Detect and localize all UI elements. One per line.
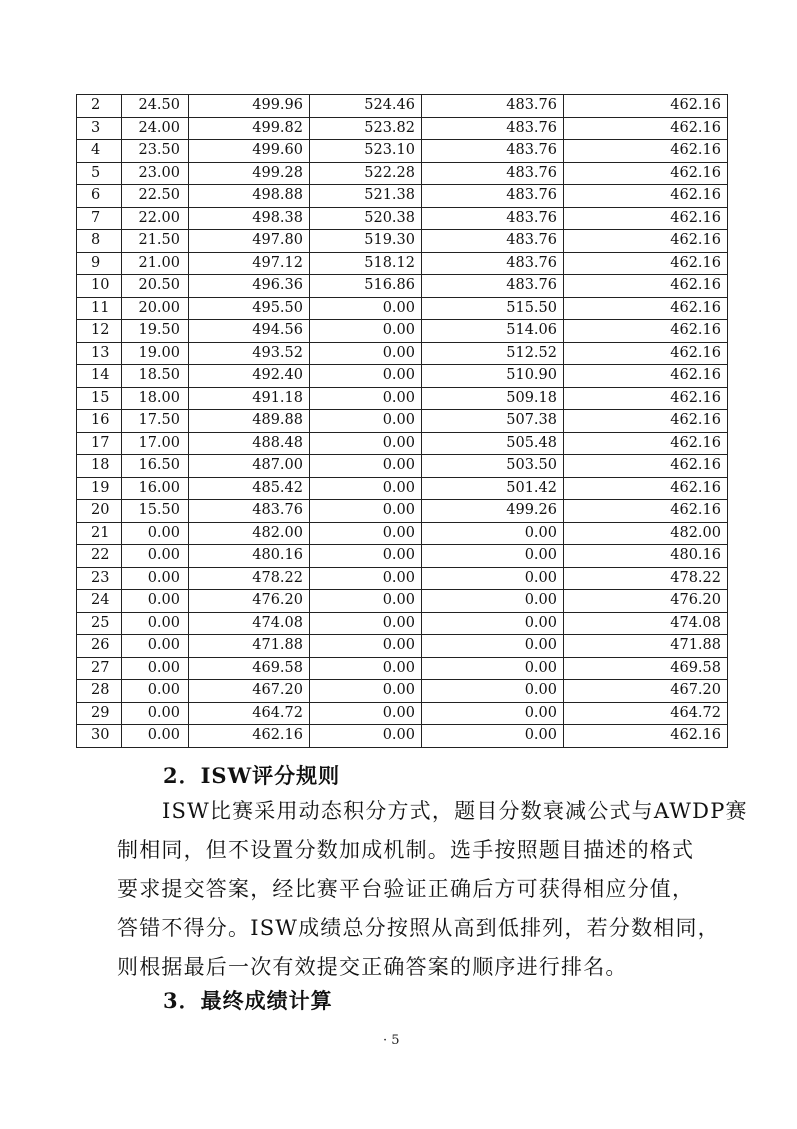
table-cell: 6 bbox=[77, 185, 122, 208]
table-cell: 21 bbox=[77, 522, 122, 545]
table-cell: 7 bbox=[77, 207, 122, 230]
table-cell: 0.00 bbox=[310, 657, 422, 680]
table-row bbox=[77, 477, 728, 500]
table-cell: 462.16 bbox=[564, 140, 728, 163]
table-cell: 26 bbox=[77, 635, 122, 658]
table-row bbox=[77, 275, 728, 298]
table-cell: 483.76 bbox=[422, 207, 564, 230]
table-cell: 0.00 bbox=[122, 612, 189, 635]
table-cell: 480.16 bbox=[564, 545, 728, 568]
table-cell: 498.38 bbox=[189, 207, 310, 230]
paragraph-line: ISW比赛采用动态积分方式，题目分数衰减公式与AWDP赛 bbox=[162, 799, 748, 823]
table-cell: 514.06 bbox=[422, 320, 564, 343]
table-cell: 491.18 bbox=[189, 387, 310, 410]
score-table bbox=[76, 94, 728, 748]
paragraph-line: 制相同，但不设置分数加成机制。选手按照题目描述的格式 bbox=[117, 838, 695, 862]
table-cell: 0.00 bbox=[310, 522, 422, 545]
table-cell: 0.00 bbox=[422, 522, 564, 545]
table-row bbox=[77, 320, 728, 343]
table-cell: 29 bbox=[77, 702, 122, 725]
table-cell: 0.00 bbox=[422, 567, 564, 590]
table-cell: 0.00 bbox=[422, 635, 564, 658]
table-cell: 0.00 bbox=[422, 702, 564, 725]
table-cell: 0.00 bbox=[422, 612, 564, 635]
table-cell: 462.16 bbox=[564, 275, 728, 298]
table-cell: 489.88 bbox=[189, 410, 310, 433]
table-row bbox=[77, 140, 728, 163]
table-cell: 462.16 bbox=[564, 410, 728, 433]
table-row bbox=[77, 567, 728, 590]
table-row bbox=[77, 387, 728, 410]
table-cell: 13 bbox=[77, 342, 122, 365]
table-cell: 524.46 bbox=[310, 95, 422, 118]
section-heading-isw-scoring: 2．ISW评分规则 bbox=[163, 763, 341, 788]
table-cell: 20.00 bbox=[122, 297, 189, 320]
table-cell: 520.38 bbox=[310, 207, 422, 230]
table-row bbox=[77, 162, 728, 185]
table-cell: 0.00 bbox=[310, 612, 422, 635]
table-cell: 462.16 bbox=[564, 95, 728, 118]
table-cell: 462.16 bbox=[564, 455, 728, 478]
table-row bbox=[77, 680, 728, 703]
table-row bbox=[77, 117, 728, 140]
table-cell: 21.50 bbox=[122, 230, 189, 253]
table-cell: 0.00 bbox=[122, 702, 189, 725]
table-cell: 483.76 bbox=[422, 162, 564, 185]
table-cell: 2 bbox=[77, 95, 122, 118]
table-cell: 482.00 bbox=[189, 522, 310, 545]
table-row bbox=[77, 702, 728, 725]
table-cell: 0.00 bbox=[310, 635, 422, 658]
table-cell: 0.00 bbox=[122, 725, 189, 748]
table-cell: 464.72 bbox=[189, 702, 310, 725]
table-cell: 467.20 bbox=[189, 680, 310, 703]
table-cell: 507.38 bbox=[422, 410, 564, 433]
table-cell: 523.82 bbox=[310, 117, 422, 140]
table-cell: 20.50 bbox=[122, 275, 189, 298]
page-number: · 5 bbox=[383, 1033, 400, 1048]
table-cell: 30 bbox=[77, 725, 122, 748]
table-cell: 23.50 bbox=[122, 140, 189, 163]
table-cell: 483.76 bbox=[422, 230, 564, 253]
table-cell: 471.88 bbox=[189, 635, 310, 658]
table-cell: 483.76 bbox=[422, 117, 564, 140]
table-cell: 0.00 bbox=[422, 680, 564, 703]
paragraph-line: 则根据最后一次有效提交正确答案的顺序进行排名。 bbox=[117, 955, 628, 979]
table-cell: 462.16 bbox=[564, 185, 728, 208]
table-cell: 522.28 bbox=[310, 162, 422, 185]
table-cell: 0.00 bbox=[310, 455, 422, 478]
table-cell: 24.00 bbox=[122, 117, 189, 140]
table-cell: 483.76 bbox=[189, 500, 310, 523]
table-cell: 0.00 bbox=[310, 680, 422, 703]
table-row bbox=[77, 725, 728, 748]
paragraph-line: 答错不得分。ISW成绩总分按照从高到低排列，若分数相同， bbox=[117, 916, 720, 940]
table-cell: 15 bbox=[77, 387, 122, 410]
table-cell: 17.00 bbox=[122, 432, 189, 455]
table-cell: 499.96 bbox=[189, 95, 310, 118]
table-cell: 510.90 bbox=[422, 365, 564, 388]
table-cell: 23.00 bbox=[122, 162, 189, 185]
table-row bbox=[77, 590, 728, 613]
table-cell: 493.52 bbox=[189, 342, 310, 365]
table-cell: 497.80 bbox=[189, 230, 310, 253]
table-cell: 0.00 bbox=[422, 545, 564, 568]
table-cell: 16 bbox=[77, 410, 122, 433]
table-cell: 4 bbox=[77, 140, 122, 163]
table-cell: 462.16 bbox=[564, 365, 728, 388]
table-cell: 22.50 bbox=[122, 185, 189, 208]
table-row bbox=[77, 185, 728, 208]
table-cell: 462.16 bbox=[564, 117, 728, 140]
table-cell: 469.58 bbox=[564, 657, 728, 680]
table-cell: 0.00 bbox=[310, 590, 422, 613]
table-cell: 462.16 bbox=[564, 500, 728, 523]
table-cell: 523.10 bbox=[310, 140, 422, 163]
table-cell: 482.00 bbox=[564, 522, 728, 545]
table-cell: 474.08 bbox=[189, 612, 310, 635]
table-cell: 9 bbox=[77, 252, 122, 275]
table-cell: 521.38 bbox=[310, 185, 422, 208]
table-cell: 19.50 bbox=[122, 320, 189, 343]
table-cell: 492.40 bbox=[189, 365, 310, 388]
table-cell: 478.22 bbox=[564, 567, 728, 590]
table-row bbox=[77, 432, 728, 455]
table-cell: 10 bbox=[77, 275, 122, 298]
table-cell: 27 bbox=[77, 657, 122, 680]
table-cell: 0.00 bbox=[122, 635, 189, 658]
table-cell: 467.20 bbox=[564, 680, 728, 703]
table-cell: 0.00 bbox=[310, 477, 422, 500]
table-cell: 462.16 bbox=[564, 432, 728, 455]
table-cell: 25 bbox=[77, 612, 122, 635]
table-cell: 474.08 bbox=[564, 612, 728, 635]
table-cell: 0.00 bbox=[422, 725, 564, 748]
table-row bbox=[77, 95, 728, 118]
table-cell: 462.16 bbox=[564, 297, 728, 320]
table-cell: 0.00 bbox=[310, 567, 422, 590]
table-row bbox=[77, 500, 728, 523]
score-table-body bbox=[77, 95, 728, 748]
table-cell: 18.00 bbox=[122, 387, 189, 410]
table-row bbox=[77, 410, 728, 433]
table-cell: 505.48 bbox=[422, 432, 564, 455]
isw-scoring-paragraph bbox=[117, 792, 748, 987]
table-cell: 0.00 bbox=[122, 567, 189, 590]
table-cell: 488.48 bbox=[189, 432, 310, 455]
table-cell: 476.20 bbox=[189, 590, 310, 613]
table-cell: 14 bbox=[77, 365, 122, 388]
table-row bbox=[77, 612, 728, 635]
table-cell: 0.00 bbox=[310, 297, 422, 320]
table-cell: 499.26 bbox=[422, 500, 564, 523]
table-cell: 483.76 bbox=[422, 140, 564, 163]
table-cell: 0.00 bbox=[310, 432, 422, 455]
table-cell: 24.50 bbox=[122, 95, 189, 118]
table-cell: 462.16 bbox=[564, 230, 728, 253]
table-cell: 501.42 bbox=[422, 477, 564, 500]
table-row bbox=[77, 657, 728, 680]
table-cell: 0.00 bbox=[310, 545, 422, 568]
table-row bbox=[77, 455, 728, 478]
table-cell: 462.16 bbox=[189, 725, 310, 748]
table-cell: 0.00 bbox=[310, 410, 422, 433]
table-row bbox=[77, 297, 728, 320]
table-row bbox=[77, 342, 728, 365]
table-cell: 518.12 bbox=[310, 252, 422, 275]
table-cell: 16.00 bbox=[122, 477, 189, 500]
table-cell: 0.00 bbox=[310, 702, 422, 725]
table-cell: 483.76 bbox=[422, 185, 564, 208]
table-cell: 8 bbox=[77, 230, 122, 253]
table-cell: 0.00 bbox=[422, 657, 564, 680]
table-cell: 28 bbox=[77, 680, 122, 703]
table-row bbox=[77, 635, 728, 658]
section-heading-final-score: 3．最终成绩计算 bbox=[163, 988, 333, 1013]
table-cell: 494.56 bbox=[189, 320, 310, 343]
table-cell: 0.00 bbox=[122, 680, 189, 703]
table-cell: 515.50 bbox=[422, 297, 564, 320]
table-cell: 485.42 bbox=[189, 477, 310, 500]
table-cell: 496.36 bbox=[189, 275, 310, 298]
table-cell: 469.58 bbox=[189, 657, 310, 680]
table-cell: 483.76 bbox=[422, 95, 564, 118]
table-cell: 17 bbox=[77, 432, 122, 455]
table-cell: 512.52 bbox=[422, 342, 564, 365]
table-cell: 12 bbox=[77, 320, 122, 343]
table-cell: 18.50 bbox=[122, 365, 189, 388]
table-cell: 19.00 bbox=[122, 342, 189, 365]
table-cell: 462.16 bbox=[564, 207, 728, 230]
table-row bbox=[77, 522, 728, 545]
table-cell: 0.00 bbox=[122, 657, 189, 680]
table-cell: 498.88 bbox=[189, 185, 310, 208]
table-cell: 462.16 bbox=[564, 725, 728, 748]
table-cell: 21.00 bbox=[122, 252, 189, 275]
table-cell: 516.86 bbox=[310, 275, 422, 298]
table-cell: 509.18 bbox=[422, 387, 564, 410]
table-row bbox=[77, 207, 728, 230]
table-row bbox=[77, 252, 728, 275]
table-cell: 462.16 bbox=[564, 342, 728, 365]
table-cell: 483.76 bbox=[422, 252, 564, 275]
table-cell: 483.76 bbox=[422, 275, 564, 298]
table-cell: 15.50 bbox=[122, 500, 189, 523]
table-cell: 464.72 bbox=[564, 702, 728, 725]
table-cell: 0.00 bbox=[310, 320, 422, 343]
table-cell: 0.00 bbox=[310, 365, 422, 388]
table-cell: 476.20 bbox=[564, 590, 728, 613]
table-cell: 462.16 bbox=[564, 162, 728, 185]
table-cell: 0.00 bbox=[122, 590, 189, 613]
table-cell: 16.50 bbox=[122, 455, 189, 478]
table-cell: 20 bbox=[77, 500, 122, 523]
table-row bbox=[77, 230, 728, 253]
table-cell: 0.00 bbox=[122, 545, 189, 568]
table-cell: 5 bbox=[77, 162, 122, 185]
table-cell: 24 bbox=[77, 590, 122, 613]
table-cell: 0.00 bbox=[310, 500, 422, 523]
table-cell: 0.00 bbox=[422, 590, 564, 613]
table-cell: 499.60 bbox=[189, 140, 310, 163]
table-cell: 23 bbox=[77, 567, 122, 590]
table-cell: 478.22 bbox=[189, 567, 310, 590]
table-cell: 497.12 bbox=[189, 252, 310, 275]
table-cell: 18 bbox=[77, 455, 122, 478]
table-cell: 0.00 bbox=[122, 522, 189, 545]
table-cell: 487.00 bbox=[189, 455, 310, 478]
table-row bbox=[77, 365, 728, 388]
table-cell: 499.82 bbox=[189, 117, 310, 140]
table-cell: 519.30 bbox=[310, 230, 422, 253]
table-cell: 462.16 bbox=[564, 477, 728, 500]
table-cell: 499.28 bbox=[189, 162, 310, 185]
table-cell: 495.50 bbox=[189, 297, 310, 320]
table-cell: 22.00 bbox=[122, 207, 189, 230]
table-cell: 462.16 bbox=[564, 320, 728, 343]
table-cell: 471.88 bbox=[564, 635, 728, 658]
table-cell: 22 bbox=[77, 545, 122, 568]
table-cell: 0.00 bbox=[310, 342, 422, 365]
table-cell: 462.16 bbox=[564, 387, 728, 410]
table-cell: 503.50 bbox=[422, 455, 564, 478]
table-cell: 0.00 bbox=[310, 725, 422, 748]
table-cell: 17.50 bbox=[122, 410, 189, 433]
table-row bbox=[77, 545, 728, 568]
table-cell: 11 bbox=[77, 297, 122, 320]
table-cell: 462.16 bbox=[564, 252, 728, 275]
table-cell: 480.16 bbox=[189, 545, 310, 568]
table-cell: 19 bbox=[77, 477, 122, 500]
paragraph-line: 要求提交答案，经比赛平台验证正确后方可获得相应分值， bbox=[117, 877, 695, 901]
table-cell: 0.00 bbox=[310, 387, 422, 410]
table-cell: 3 bbox=[77, 117, 122, 140]
